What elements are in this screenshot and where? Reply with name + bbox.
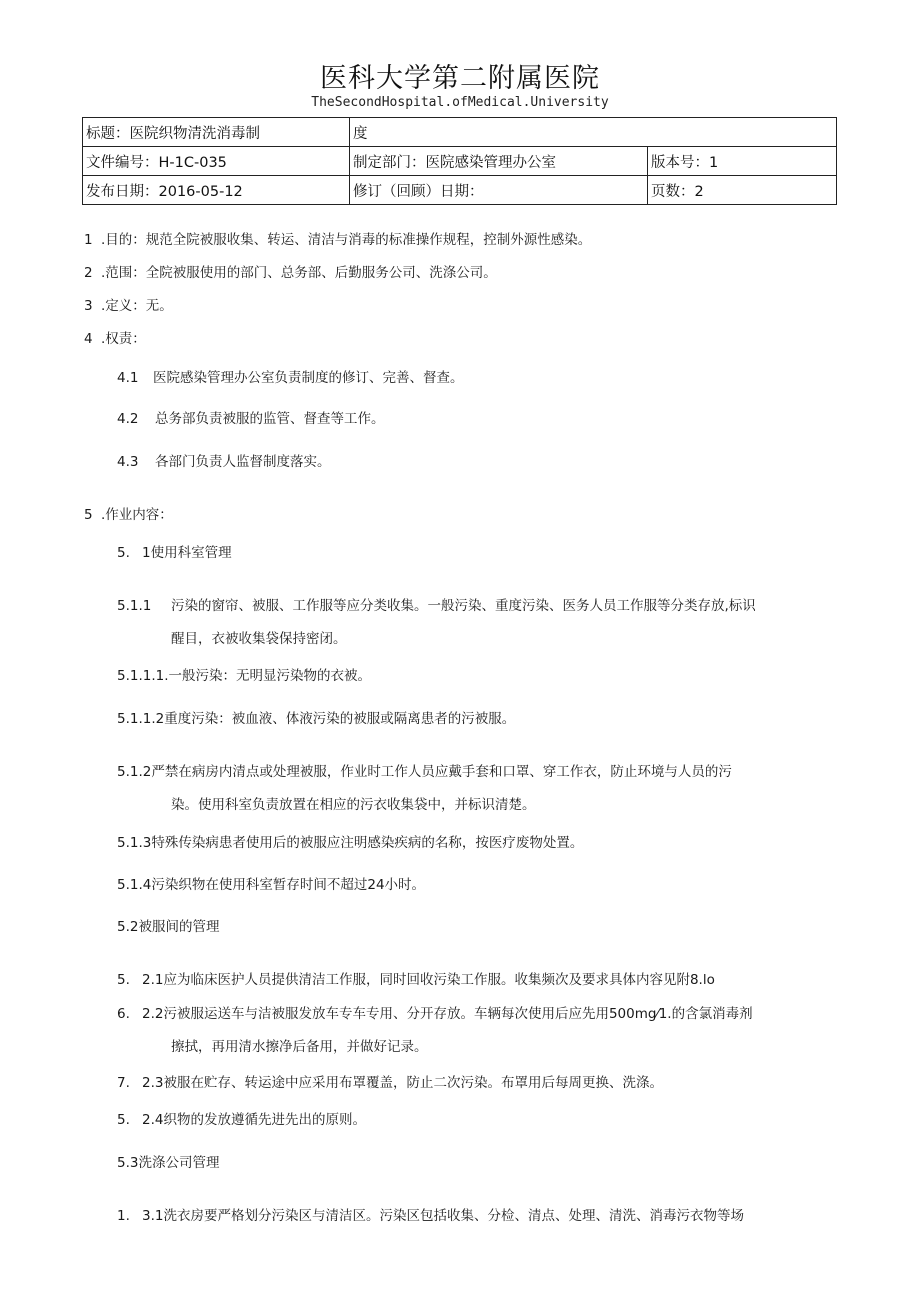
department-cell: 制定部门：医院感染管理办公室 <box>350 147 648 176</box>
item-number: 4 <box>84 331 93 347</box>
section-definition <box>84 294 173 314</box>
item-text: .定义：无。 <box>101 298 173 314</box>
item-text: 医院感染管理办公室负责制度的修订、完善、督查。 <box>153 370 464 386</box>
item-text: .作业内容： <box>101 507 173 523</box>
item-text: 5.1.1.2重度污染：被血液、体液污染的被服或隔离患者的污被服。 <box>117 711 516 727</box>
table-row <box>83 176 837 205</box>
paragraph-line <box>117 1002 753 1022</box>
item-text: 2.1应为临床医护人员提供清洁工作服，同时回收污染工作服。收集频次及要求具体内容见附8.lo <box>142 972 715 988</box>
item-text: .权责： <box>101 331 146 347</box>
subsection-heading <box>117 541 232 561</box>
subsection-heading <box>117 1151 219 1171</box>
paragraph-line <box>117 594 756 614</box>
item-number: 6. <box>117 1006 130 1022</box>
paragraph-line <box>117 760 732 780</box>
item-text: 5.1.1.1.一般污染：无明显污染物的衣被。 <box>117 668 372 684</box>
item-number: 5. <box>117 545 130 561</box>
item-text: 2.2污被服运送车与洁被服发放车专车专用、分开存放。车辆每次使用后应先用500mg⁄1.的含氯消毒剂 <box>142 1006 753 1022</box>
item-text: 5.2被服间的管理 <box>117 919 220 935</box>
item-number: 5 <box>84 507 93 523</box>
paragraph-line <box>117 1108 366 1128</box>
paragraph-line <box>117 664 371 684</box>
item-text: 5.1.2严禁在病房内清点或处理被服，作业时工作人员应戴手套和口罩、穿工作衣，防止环境与人员的污 <box>117 764 732 780</box>
paragraph-line <box>117 1071 663 1091</box>
item-number: 4.2 <box>117 411 139 427</box>
doc-number-cell: 文件编号：H-1C-035 <box>83 147 350 176</box>
item-text: .范围：全院被服使用的部门、总务部、后勤服务公司、洗涤公司。 <box>101 265 497 281</box>
paragraph-line <box>171 793 536 813</box>
paragraph-line <box>171 1035 428 1055</box>
item-text: 总务部负责被服的监管、督查等工作。 <box>155 411 385 427</box>
item-number: 3 <box>84 298 93 314</box>
item-text: 染。使用科室负责放置在相应的污衣收集袋中，并标识清楚。 <box>171 797 536 813</box>
paragraph-line <box>117 968 715 988</box>
hospital-subtitle: TheSecondHospital.ofMedical.University <box>311 95 609 110</box>
responsibility-item <box>117 450 331 470</box>
item-text: 5.1.4污染织物在使用科室暂存时间不超过24小时。 <box>117 877 426 893</box>
title-continuation-cell: 度 <box>350 118 837 147</box>
item-number: 4.1 <box>117 370 139 386</box>
item-number: 2 <box>84 265 93 281</box>
paragraph-line <box>171 627 347 647</box>
item-text: 污染的窗帘、被服、工作服等应分类收集。一般污染、重度污染、医务人员工作服等分类存放,标识 <box>171 598 756 614</box>
item-number: 5.1.1 <box>117 598 152 614</box>
item-text: 2.3被服在贮存、转运途中应采用布罩覆盖，防止二次污染。布罩用后每周更换、洗涤。 <box>142 1075 663 1091</box>
item-number: 5. <box>117 972 130 988</box>
paragraph-line <box>117 707 515 727</box>
table-row <box>83 147 837 176</box>
item-number: 1 <box>84 232 93 248</box>
paragraph-line <box>117 873 425 893</box>
item-text: 擦拭，再用清水擦净后备用，并做好记录。 <box>171 1039 428 1055</box>
item-number: 1. <box>117 1208 130 1224</box>
paragraph-line <box>117 831 583 851</box>
section-scope <box>84 261 497 281</box>
section-responsibility <box>84 327 146 347</box>
section-work-content <box>84 503 173 523</box>
item-text: 2.4织物的发放遵循先进先出的原则。 <box>142 1112 366 1128</box>
item-text: 5.3洗涤公司管理 <box>117 1155 220 1171</box>
item-text: 各部门负责人监督制度落实。 <box>155 454 331 470</box>
table-row <box>83 118 837 147</box>
item-text: 醒目，衣被收集袋保持密闭。 <box>171 631 347 647</box>
publish-date-cell: 发布日期：2016-05-12 <box>83 176 350 205</box>
item-text: 5.1.3特殊传染病患者使用后的被服应注明感染疾病的名称，按医疗废物处置。 <box>117 835 584 851</box>
paragraph-line <box>117 1204 744 1224</box>
pages-cell: 页数：2 <box>648 176 837 205</box>
item-number: 4.3 <box>117 454 139 470</box>
subsection-heading <box>117 915 219 935</box>
version-cell: 版本号：1 <box>648 147 837 176</box>
item-number: 5. <box>117 1112 130 1128</box>
document-info-table <box>82 117 837 205</box>
item-text: 1使用科室管理 <box>142 545 232 561</box>
revise-date-cell: 修订（回顾）日期： <box>350 176 648 205</box>
item-number: 7. <box>117 1075 130 1091</box>
hospital-title: 医科大学第二附属医院 <box>320 63 600 94</box>
title-cell: 标题：医院织物清洗消毒制 <box>83 118 350 147</box>
item-text: .目的：规范全院被服收集、转运、清洁与消毒的标准操作规程，控制外源性感染。 <box>101 232 592 248</box>
item-text: 3.1洗衣房要严格划分污染区与清洁区。污染区包括收集、分检、清点、处理、清洗、消毒污衣物等场 <box>142 1208 744 1224</box>
responsibility-item <box>117 407 385 427</box>
responsibility-item <box>117 366 464 386</box>
section-purpose <box>84 228 591 248</box>
